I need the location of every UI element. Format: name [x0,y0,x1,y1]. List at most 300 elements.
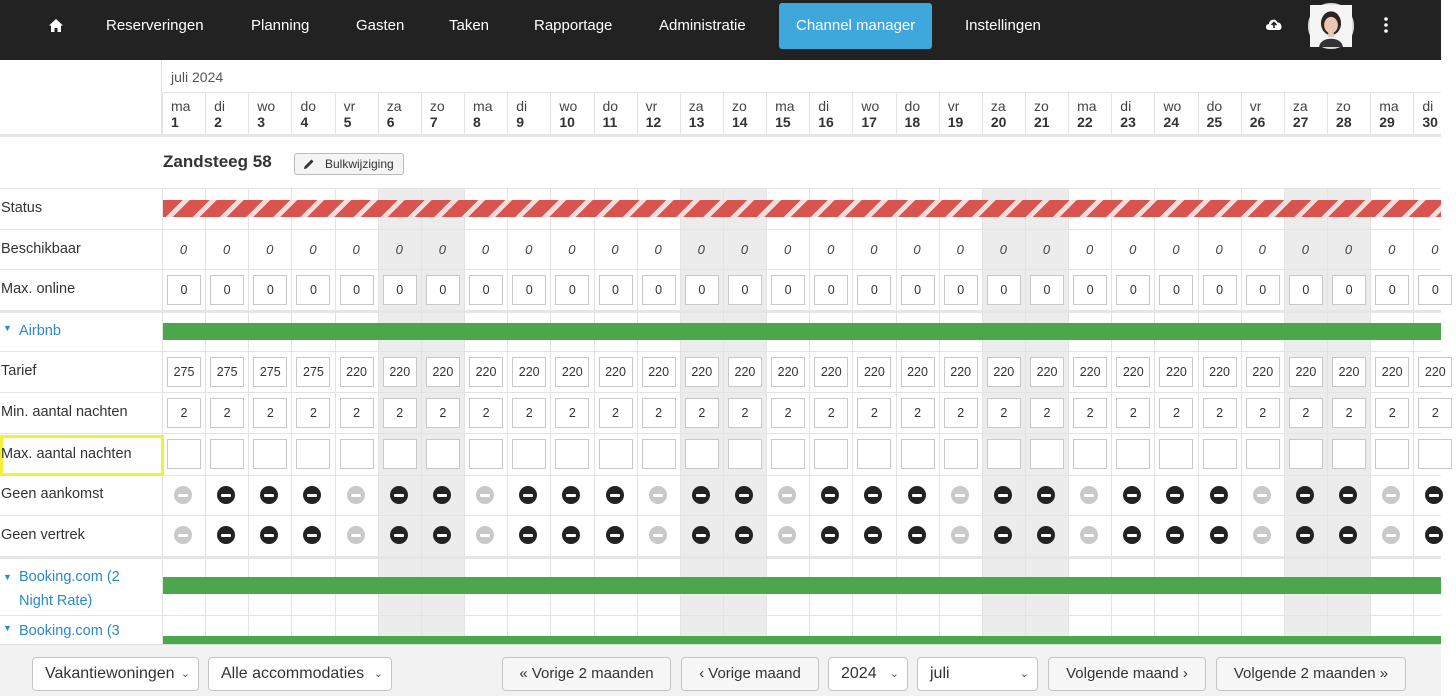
beschikbaar-value: 0 [1129,242,1137,257]
max-online-input[interactable]: 0 [340,275,374,305]
max-online-input[interactable]: 0 [642,275,676,305]
max-nachten-input[interactable] [210,439,244,469]
next-month-button[interactable]: Volgende maand › [1048,657,1206,691]
day-name: di [818,98,830,114]
day-name: ma [171,98,191,114]
day-header [896,93,939,134]
tarief-input[interactable]: 220 [1116,357,1150,387]
no-arrival-icon[interactable] [519,486,537,504]
day-header [162,93,205,134]
max-nachten-input[interactable] [1332,439,1366,469]
max-online-input[interactable]: 0 [253,275,287,305]
grid-col-line [421,189,422,644]
max-nachten-input[interactable] [167,439,201,469]
tarief-input[interactable]: 220 [728,357,762,387]
year-select-value: 2024 [841,665,877,682]
no-departure-icon[interactable] [476,526,494,544]
max-nachten-input[interactable] [599,439,633,469]
no-arrival-icon[interactable] [217,486,235,504]
no-departure-icon[interactable] [1123,526,1141,544]
caret-down-icon: ▼ [3,323,12,333]
no-arrival-icon[interactable] [174,486,192,504]
max-online-input[interactable]: 0 [728,275,762,305]
max-nachten-input[interactable] [814,439,848,469]
no-arrival-icon[interactable] [433,486,451,504]
day-number: 28 [1336,114,1352,130]
tarief-input[interactable]: 220 [469,357,503,387]
day-header [1154,93,1197,134]
no-arrival-icon[interactable] [821,486,839,504]
no-arrival-icon[interactable] [1037,486,1055,504]
grid-col-line [205,189,206,644]
max-nachten-input[interactable] [383,439,417,469]
day-name: za [688,98,704,114]
day-name: za [1292,98,1308,114]
max-nachten-input[interactable] [1375,439,1409,469]
beschikbaar-value: 0 [1042,242,1051,257]
chevron-down-icon: ⌄ [180,668,190,680]
min-nachten-input[interactable]: 2 [642,398,676,428]
max-nachten-input[interactable] [426,439,460,469]
max-online-input[interactable]: 0 [944,275,978,305]
day-number: 12 [645,114,662,130]
max-nachten-input[interactable] [512,439,546,469]
accommodation-select-value: Alle accommodaties [221,665,365,682]
min-nachten-input[interactable]: 2 [1159,398,1193,428]
no-arrival-icon[interactable] [951,486,969,504]
day-number: 22 [1077,114,1093,130]
no-arrival-icon[interactable] [390,486,408,504]
no-departure-icon[interactable] [303,526,321,544]
no-departure-icon[interactable] [1253,526,1271,544]
beschikbaar-value: 0 [870,242,878,257]
min-nachten-input[interactable]: 2 [1203,398,1237,428]
tarief-input[interactable]: 220 [1073,357,1107,387]
max-online-input[interactable]: 0 [685,275,719,305]
prev-month-button[interactable]: ‹ Vorige maand [681,657,819,691]
min-nachten-input[interactable]: 2 [1289,398,1323,428]
min-nachten-input[interactable]: 2 [685,398,719,428]
tarief-input[interactable]: 220 [1030,357,1064,387]
max-nachten-input[interactable] [1073,439,1107,469]
day-header [766,93,809,134]
max-online-input[interactable]: 0 [1375,275,1409,305]
day-number: 30 [1422,114,1438,130]
min-nachten-input[interactable]: 2 [426,398,460,428]
min-nachten-input[interactable]: 2 [469,398,503,428]
max-online-input[interactable]: 0 [167,275,201,305]
avatar[interactable] [1308,3,1354,49]
day-header [507,93,550,134]
beschikbaar-value: 0 [266,242,274,257]
booking2-toggle[interactable] [0,565,150,613]
no-departure-icon[interactable] [1166,526,1184,544]
max-nachten-input[interactable] [642,439,676,469]
day-name: ma [1077,98,1097,114]
max-online-input[interactable]: 0 [296,275,330,305]
max-nachten-input[interactable] [771,439,805,469]
nav-planning[interactable]: Planning [251,17,310,34]
no-arrival-icon[interactable] [649,486,667,504]
min-nachten-input[interactable]: 2 [1332,398,1366,428]
day-header [335,93,378,134]
beschikbaar-value: 0 [1344,242,1353,257]
no-departure-icon[interactable] [390,526,408,544]
nav-taken[interactable]: Taken [449,17,490,34]
beschikbaar-value: 0 [1258,242,1266,257]
no-arrival-icon[interactable] [1123,486,1141,504]
no-departure-icon[interactable] [1037,526,1055,544]
min-nachten-input[interactable]: 2 [814,398,848,428]
grid-col-line [248,189,249,644]
day-number: 4 [300,114,309,130]
grid-row-line [0,392,1441,393]
no-departure-icon[interactable] [994,526,1012,544]
min-nachten-input[interactable]: 2 [555,398,589,428]
day-number: 6 [386,114,395,130]
day-number: 9 [516,114,524,130]
nav-rapportage[interactable]: Rapportage [534,17,613,34]
next-2-months-button[interactable]: Volgende 2 maanden » [1216,657,1406,691]
no-departure-icon[interactable] [864,526,882,544]
footer-toolbar [0,644,1441,696]
max-online-input[interactable]: 0 [1332,275,1366,305]
day-header [680,93,723,134]
no-departure-icon[interactable] [562,526,580,544]
no-arrival-icon[interactable] [476,486,494,504]
day-header [1198,93,1241,134]
max-nachten-input[interactable] [1159,439,1193,469]
no-arrival-icon[interactable] [1339,486,1357,504]
day-header [248,93,291,134]
max-online-input[interactable]: 0 [1246,275,1280,305]
day-name: za [990,98,1006,114]
day-header [637,93,680,134]
max-nachten-input[interactable] [340,439,374,469]
tarief-input[interactable]: 275 [253,357,287,387]
no-departure-icon[interactable] [174,526,192,544]
no-departure-icon[interactable] [260,526,278,544]
type-select[interactable] [32,657,199,691]
max-nachten-input[interactable] [296,439,330,469]
caret-down-icon: ▼ [3,623,12,633]
grid-row-line [0,475,1441,476]
max-nachten-input[interactable] [1030,439,1064,469]
tarief-input[interactable]: 220 [340,357,374,387]
accommodation-select[interactable] [208,657,392,691]
max-online-input[interactable]: 0 [1030,275,1064,305]
day-name: vr [1249,98,1262,114]
year-select[interactable] [828,657,908,691]
no-departure-icon[interactable] [778,526,796,544]
no-arrival-icon[interactable] [606,486,624,504]
max-online-input[interactable]: 0 [1116,275,1150,305]
tarief-input[interactable]: 220 [771,357,805,387]
max-online-input[interactable]: 0 [1203,275,1237,305]
tarief-input[interactable]: 220 [901,357,935,387]
day-name: di [214,98,226,114]
max-nachten-input[interactable] [1246,439,1280,469]
grid-col-line [1154,189,1155,644]
nav-gasten[interactable]: Gasten [356,17,405,34]
max-nachten-input[interactable] [253,439,287,469]
max-online-input[interactable]: 0 [857,275,891,305]
no-departure-icon[interactable] [1382,526,1400,544]
no-arrival-icon[interactable] [1425,486,1443,504]
day-header [378,93,421,134]
no-arrival-icon[interactable] [1166,486,1184,504]
grid-col-line [464,189,465,644]
no-arrival-icon[interactable] [1080,486,1098,504]
beschikbaar-value: 0 [1172,242,1180,257]
no-arrival-icon[interactable] [562,486,580,504]
tarief-input[interactable]: 220 [642,357,676,387]
min-nachten-input[interactable]: 2 [901,398,935,428]
day-number: 17 [861,114,877,130]
max-nachten-input[interactable] [555,439,589,469]
day-name: di [1120,98,1132,114]
no-departure-icon[interactable] [1080,526,1098,544]
day-number: 15 [775,114,791,130]
max-online-input[interactable]: 0 [210,275,244,305]
no-departure-icon[interactable] [908,526,926,544]
no-arrival-icon[interactable] [1382,486,1400,504]
no-arrival-icon[interactable] [864,486,882,504]
nav-administratie[interactable]: Administratie [659,17,746,34]
chevron-down-icon: ⌄ [889,668,899,680]
min-nachten-input[interactable]: 2 [857,398,891,428]
min-nachten-input[interactable]: 2 [167,398,201,428]
tarief-input[interactable]: 220 [1159,357,1193,387]
min-nachten-input[interactable]: 2 [1116,398,1150,428]
day-number: 29 [1379,114,1395,130]
no-departure-icon[interactable] [649,526,667,544]
tarief-input[interactable]: 275 [167,357,201,387]
no-departure-icon[interactable] [951,526,969,544]
day-name: vr [645,98,658,114]
beschikbaar-value: 0 [481,242,490,257]
no-departure-icon[interactable] [1296,526,1314,544]
no-arrival-icon[interactable] [1210,486,1228,504]
day-header [723,93,766,134]
tarief-input[interactable]: 220 [1289,357,1323,387]
day-number: 21 [1034,114,1050,130]
max-nachten-input[interactable] [1203,439,1237,469]
tarief-input[interactable]: 220 [987,357,1021,387]
max-nachten-input[interactable] [987,439,1021,469]
min-nachten-input[interactable]: 2 [296,398,330,428]
grid-col-line [723,189,724,644]
no-departure-icon[interactable] [692,526,710,544]
tarief-input[interactable]: 220 [814,357,848,387]
bulk-edit-button[interactable] [294,153,404,175]
grid-row-line [0,556,1441,559]
no-departure-icon[interactable] [821,526,839,544]
chevron-down-icon: ⌄ [373,668,383,680]
tarief-input[interactable]: 220 [383,357,417,387]
day-number: 16 [818,114,834,130]
min-nachten-input[interactable]: 2 [210,398,244,428]
grid-col-line [1413,189,1414,644]
no-arrival-icon[interactable] [692,486,710,504]
max-nachten-input[interactable] [1116,439,1150,469]
max-nachten-input[interactable] [1418,439,1452,469]
min-nachten-input[interactable]: 2 [383,398,417,428]
status-unavailable-bar [163,200,1441,217]
day-name: ma [473,98,493,114]
day-header [809,93,852,134]
beschikbaar-value: 0 [956,242,964,257]
tarief-input[interactable]: 220 [1418,357,1452,387]
max-online-input[interactable]: 0 [814,275,848,305]
no-arrival-icon[interactable] [994,486,1012,504]
max-nachten-input[interactable] [944,439,978,469]
no-departure-icon[interactable] [1339,526,1357,544]
tarief-input[interactable]: 220 [857,357,891,387]
no-arrival-icon[interactable] [735,486,753,504]
tarief-input[interactable]: 220 [1332,357,1366,387]
day-name: do [300,98,317,114]
min-nachten-input[interactable]: 2 [728,398,762,428]
no-departure-icon[interactable] [519,526,537,544]
no-arrival-icon[interactable] [347,486,365,504]
row-label-max-nachten: Max. aantal nachten [1,446,132,462]
day-header [1327,93,1370,134]
day-name: di [516,98,528,114]
grid-col-line [1241,189,1242,644]
min-nachten-input[interactable]: 2 [1246,398,1280,428]
min-nachten-input[interactable]: 2 [599,398,633,428]
no-departure-icon[interactable] [1425,526,1443,544]
max-online-input[interactable]: 0 [1289,275,1323,305]
row-label-geen-vertrek: Geen vertrek [1,527,85,543]
min-nachten-input[interactable]: 2 [771,398,805,428]
grid-row-line [0,351,1441,352]
max-nachten-input[interactable] [728,439,762,469]
tarief-input[interactable]: 220 [426,357,460,387]
no-departure-icon[interactable] [1210,526,1228,544]
grid-col-line [1284,189,1285,644]
min-nachten-input[interactable]: 2 [512,398,546,428]
day-number: 10 [559,114,575,130]
nav-instellingen[interactable]: Instellingen [965,17,1041,34]
grid-col-line [809,189,810,644]
max-online-input[interactable]: 0 [1073,275,1107,305]
tarief-input[interactable]: 220 [512,357,546,387]
day-number: 3 [257,114,266,130]
max-nachten-input[interactable] [901,439,935,469]
nav-channel-manager[interactable]: Channel manager [779,3,932,49]
no-departure-icon[interactable] [735,526,753,544]
home-icon[interactable] [48,18,64,34]
day-header [852,93,895,134]
no-departure-icon[interactable] [217,526,235,544]
tarief-input[interactable]: 220 [599,357,633,387]
no-departure-icon[interactable] [347,526,365,544]
min-nachten-input[interactable]: 2 [1418,398,1452,428]
beschikbaar-value: 0 [352,242,360,257]
tarief-input[interactable]: 275 [210,357,244,387]
prev-2-months-button[interactable]: « Vorige 2 maanden [502,657,671,691]
airbnb-toggle[interactable] [0,323,162,339]
beschikbaar-value: 0 [654,242,662,257]
min-nachten-input[interactable]: 2 [987,398,1021,428]
max-online-input[interactable]: 0 [426,275,460,305]
min-nachten-input[interactable]: 2 [1073,398,1107,428]
tarief-input[interactable]: 275 [296,357,330,387]
grid-row-line [0,615,1441,616]
max-online-input[interactable]: 0 [901,275,935,305]
cloud-upload-icon[interactable] [1264,15,1284,33]
no-arrival-icon[interactable] [778,486,796,504]
nav-reserveringen[interactable]: Reserveringen [106,17,204,34]
no-arrival-icon[interactable] [260,486,278,504]
beschikbaar-value: 0 [1388,242,1396,257]
grid-col-line [1198,189,1199,644]
beschikbaar-value: 0 [1215,242,1223,257]
day-number: 8 [473,114,481,130]
kebab-menu-icon[interactable] [1380,16,1392,34]
tarief-input[interactable]: 220 [555,357,589,387]
grid-col-line [852,189,853,644]
tarief-input[interactable]: 220 [1203,357,1237,387]
min-nachten-input[interactable]: 2 [944,398,978,428]
max-online-input[interactable]: 0 [512,275,546,305]
day-number: 25 [1206,114,1223,130]
max-online-input[interactable]: 0 [1159,275,1193,305]
max-nachten-input[interactable] [1289,439,1323,469]
no-arrival-icon[interactable] [1296,486,1314,504]
tarief-input[interactable]: 220 [944,357,978,387]
booking3-toggle[interactable] [0,623,162,639]
no-arrival-icon[interactable] [1253,486,1271,504]
max-online-input[interactable]: 0 [383,275,417,305]
tarief-input[interactable]: 220 [685,357,719,387]
no-arrival-icon[interactable] [303,486,321,504]
max-nachten-input[interactable] [857,439,891,469]
no-departure-icon[interactable] [606,526,624,544]
no-departure-icon[interactable] [433,526,451,544]
beschikbaar-value: 0 [1301,242,1309,257]
day-name: do [1206,98,1223,114]
max-online-input[interactable]: 0 [555,275,589,305]
max-nachten-input[interactable] [685,439,719,469]
max-online-input[interactable]: 0 [1418,275,1452,305]
min-nachten-input[interactable]: 2 [340,398,374,428]
day-name: di [1422,98,1434,114]
tarief-input[interactable]: 220 [1375,357,1409,387]
max-online-input[interactable]: 0 [599,275,633,305]
tarief-input[interactable]: 220 [1246,357,1280,387]
min-nachten-input[interactable]: 2 [1030,398,1064,428]
month-select-value: juli [930,665,950,682]
max-nachten-input[interactable] [469,439,503,469]
no-arrival-icon[interactable] [908,486,926,504]
month-select[interactable] [917,657,1038,691]
beschikbaar-value: 0 [783,242,792,257]
max-online-input[interactable]: 0 [469,275,503,305]
month-label: juli 2024 [171,69,224,85]
grid-col-line [939,189,940,644]
min-nachten-input[interactable]: 2 [253,398,287,428]
max-online-input[interactable]: 0 [987,275,1021,305]
pencil-icon [303,158,315,170]
min-nachten-input[interactable]: 2 [1375,398,1409,428]
max-online-input[interactable]: 0 [771,275,805,305]
grid-col-line [162,189,163,644]
grid-col-line [896,189,897,644]
beschikbaar-value: 0 [223,242,231,257]
